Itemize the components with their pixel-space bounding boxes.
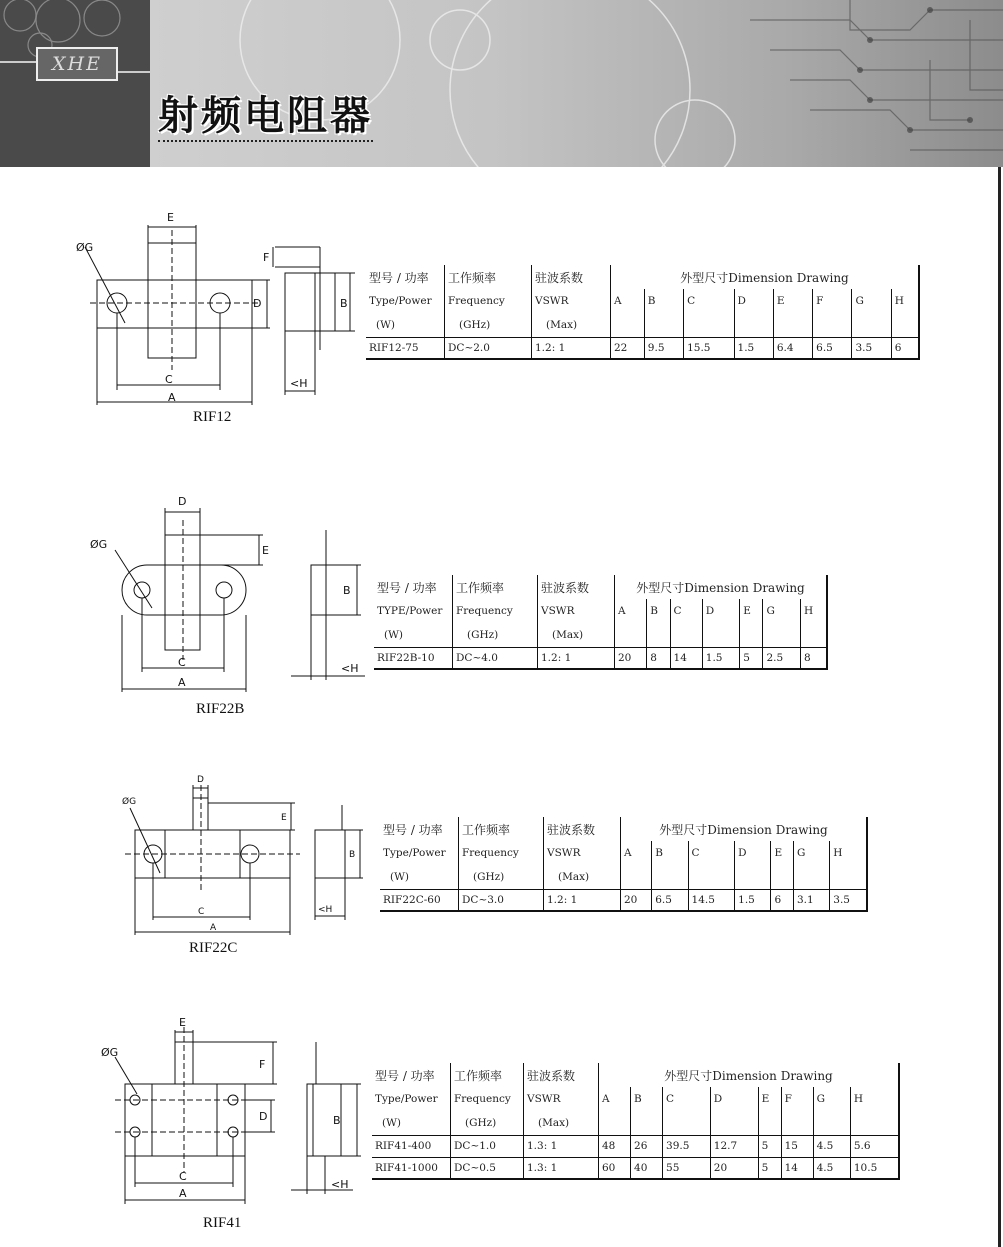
label-a: A xyxy=(168,391,176,404)
cell: 26 xyxy=(631,1135,663,1157)
table-row xyxy=(374,647,827,669)
dim-head: B xyxy=(647,599,670,623)
cell: 12.7 xyxy=(710,1135,758,1157)
unit-w: (W) xyxy=(384,628,403,641)
label-g: ØG xyxy=(101,1046,119,1059)
cell: 1.2: 1 xyxy=(538,647,615,669)
col-vswr-en: VSWR xyxy=(544,841,621,865)
rif22c-table xyxy=(380,817,868,912)
dim-head: B xyxy=(644,289,683,313)
col-type-power: Type/Power xyxy=(375,1093,438,1105)
unit-w: (W) xyxy=(382,1116,401,1129)
label-h: <H xyxy=(331,1178,349,1191)
rif41-drawing xyxy=(95,1012,365,1212)
cell: DC~2.0 xyxy=(445,337,532,359)
cell: 20 xyxy=(615,647,647,669)
cell: RIF22B-10 xyxy=(374,647,453,669)
unit-ghz: (GHz) xyxy=(451,1111,524,1135)
cell: 1.3: 1 xyxy=(524,1135,599,1157)
table-row xyxy=(372,1135,899,1157)
col-model: 型号 / 功率 xyxy=(375,1068,435,1083)
label-e: E xyxy=(262,544,269,557)
dim-head: G xyxy=(852,289,891,313)
brand-logo: XHE xyxy=(36,47,118,81)
unit-ghz: (GHz) xyxy=(453,623,538,647)
dim-head: H xyxy=(891,289,919,313)
cell: 40 xyxy=(631,1157,663,1179)
dim-head: B xyxy=(631,1087,663,1111)
col-freq: 工作频率 xyxy=(451,1063,524,1087)
cell: 6.5 xyxy=(813,337,852,359)
cell: 20 xyxy=(710,1157,758,1179)
cell: 5 xyxy=(758,1135,781,1157)
dim-head: A xyxy=(621,841,652,865)
label-c: C xyxy=(165,373,173,386)
rif12-table xyxy=(366,265,920,360)
dim-head: C xyxy=(670,599,702,623)
dim-head: D xyxy=(735,841,771,865)
dim-head: D xyxy=(710,1087,758,1111)
header-bubbles xyxy=(0,0,150,167)
cell: 15.5 xyxy=(684,337,734,359)
cell: 3.5 xyxy=(852,337,891,359)
cell: 5 xyxy=(740,647,763,669)
table-row xyxy=(372,1157,899,1179)
col-frequency: Frequency xyxy=(453,599,538,623)
cell: 8 xyxy=(800,647,827,669)
cell: 4.5 xyxy=(813,1157,850,1179)
cell: 1.5 xyxy=(735,889,771,911)
col-vswr-en: VSWR xyxy=(538,599,615,623)
unit-max: (Max) xyxy=(544,865,621,889)
label-h: <H xyxy=(290,377,308,390)
cell: 55 xyxy=(663,1157,711,1179)
cell: 22 xyxy=(611,337,645,359)
unit-max: (Max) xyxy=(524,1111,599,1135)
unit-w: (W) xyxy=(390,870,409,883)
cell: 1.2: 1 xyxy=(544,889,621,911)
label-e: E xyxy=(179,1016,186,1029)
cell: DC~4.0 xyxy=(453,647,538,669)
col-model: 型号 / 功率 xyxy=(377,580,437,595)
label-b: B xyxy=(333,1114,341,1127)
dim-head: A xyxy=(599,1087,631,1111)
dim-head: C xyxy=(684,289,734,313)
dim-head: D xyxy=(734,289,773,313)
col-freq: 工作频率 xyxy=(445,265,532,289)
cell: 48 xyxy=(599,1135,631,1157)
cell: 6 xyxy=(891,337,919,359)
cell: RIF41-1000 xyxy=(372,1157,451,1179)
dim-head: C xyxy=(688,841,735,865)
col-vswr-en: VSWR xyxy=(524,1087,599,1111)
cell: 8 xyxy=(647,647,670,669)
cell: 14.5 xyxy=(688,889,735,911)
rif22b-caption: RIF22B xyxy=(196,701,245,717)
cell: 14 xyxy=(781,1157,813,1179)
cell: 15 xyxy=(781,1135,813,1157)
dim-head: E xyxy=(740,599,763,623)
label-a: A xyxy=(179,1187,187,1200)
rif12-drawing xyxy=(70,205,370,410)
dim-head: E xyxy=(771,841,793,865)
col-dims: 外型尺寸Dimension Drawing xyxy=(615,575,828,599)
label-c: C xyxy=(198,907,205,917)
cell: 60 xyxy=(599,1157,631,1179)
col-frequency: Frequency xyxy=(451,1087,524,1111)
unit-max: (Max) xyxy=(538,623,615,647)
dim-head: H xyxy=(800,599,827,623)
cell: DC~3.0 xyxy=(459,889,544,911)
cell: DC~0.5 xyxy=(451,1157,524,1179)
cell: 1.3: 1 xyxy=(524,1157,599,1179)
cell: 14 xyxy=(670,647,702,669)
dim-head: E xyxy=(773,289,812,313)
rif41-caption: RIF41 xyxy=(203,1215,242,1231)
dim-head: H xyxy=(830,841,867,865)
right-border xyxy=(998,167,1001,1247)
dim-head: A xyxy=(615,599,647,623)
col-vswr-en: VSWR xyxy=(532,289,611,313)
label-d: D xyxy=(253,297,262,310)
label-e: E xyxy=(281,813,287,823)
dim-head: C xyxy=(663,1087,711,1111)
rif22c-drawing xyxy=(115,770,365,940)
dim-head: H xyxy=(850,1087,899,1111)
label-a: A xyxy=(178,676,186,689)
label-f: F xyxy=(259,1058,266,1071)
cell: 6.4 xyxy=(773,337,812,359)
col-type-power: TYPE/Power xyxy=(377,605,443,617)
rif12-caption: RIF12 xyxy=(193,409,232,425)
cell: 6 xyxy=(771,889,793,911)
label-b: B xyxy=(349,850,356,860)
cell: 1.5 xyxy=(734,337,773,359)
dim-head: F xyxy=(813,289,852,313)
dim-head: G xyxy=(763,599,801,623)
cell: DC~1.0 xyxy=(451,1135,524,1157)
cell: 3.5 xyxy=(830,889,867,911)
col-frequency: Frequency xyxy=(445,289,532,313)
cell: 9.5 xyxy=(644,337,683,359)
dim-head: G xyxy=(793,841,829,865)
rif41-table xyxy=(372,1063,900,1180)
col-model: 型号 / 功率 xyxy=(369,270,429,285)
dim-head: D xyxy=(702,599,740,623)
col-dims: 外型尺寸Dimension Drawing xyxy=(611,265,920,289)
dim-head: F xyxy=(781,1087,813,1111)
cell: 1.2: 1 xyxy=(532,337,611,359)
dim-head: A xyxy=(611,289,645,313)
col-vswr: 驻波系数 xyxy=(544,817,621,841)
cell: RIF41-400 xyxy=(372,1135,451,1157)
cell: 2.5 xyxy=(763,647,801,669)
label-d: D xyxy=(197,775,204,785)
col-type-power: Type/Power xyxy=(369,295,432,307)
unit-ghz: (GHz) xyxy=(445,313,532,337)
col-vswr: 驻波系数 xyxy=(524,1063,599,1087)
label-h: <H xyxy=(341,662,359,675)
label-b: B xyxy=(340,297,348,310)
cell: RIF22C-60 xyxy=(380,889,459,911)
label-f: F xyxy=(263,251,270,264)
cell: 39.5 xyxy=(663,1135,711,1157)
dim-head: E xyxy=(758,1087,781,1111)
dim-head: B xyxy=(652,841,688,865)
rif22c-caption: RIF22C xyxy=(189,940,238,956)
label-e: E xyxy=(167,211,174,224)
cell: 3.1 xyxy=(793,889,829,911)
col-dims: 外型尺寸Dimension Drawing xyxy=(621,817,868,841)
cell: 5 xyxy=(758,1157,781,1179)
label-g: ØG xyxy=(90,538,108,551)
label-g: ØG xyxy=(122,797,137,807)
label-d: D xyxy=(178,495,187,508)
label-c: C xyxy=(179,1170,187,1183)
cell: 5.6 xyxy=(850,1135,899,1157)
cell: 1.5 xyxy=(702,647,740,669)
rif22b-table xyxy=(374,575,828,670)
label-h: <H xyxy=(318,905,333,915)
col-model: 型号 / 功率 xyxy=(383,822,443,837)
col-freq: 工作频率 xyxy=(459,817,544,841)
page-title: 射频电阻器 xyxy=(158,93,373,139)
unit-ghz: (GHz) xyxy=(459,865,544,889)
col-type-power: Type/Power xyxy=(383,847,446,859)
col-dims: 外型尺寸Dimension Drawing xyxy=(599,1063,900,1087)
col-frequency: Frequency xyxy=(459,841,544,865)
cell: 6.5 xyxy=(652,889,688,911)
unit-w: (W) xyxy=(376,318,395,331)
cell: 4.5 xyxy=(813,1135,850,1157)
cell: 10.5 xyxy=(850,1157,899,1179)
col-vswr: 驻波系数 xyxy=(538,575,615,599)
label-c: C xyxy=(178,656,186,669)
label-a: A xyxy=(210,923,217,933)
label-b: B xyxy=(343,584,351,597)
label-g: ØG xyxy=(76,241,94,254)
unit-max: (Max) xyxy=(532,313,611,337)
title-underline xyxy=(158,140,373,142)
table-row xyxy=(380,889,867,911)
page-header xyxy=(0,0,1003,167)
table-row xyxy=(366,337,919,359)
col-vswr: 驻波系数 xyxy=(532,265,611,289)
cell: 20 xyxy=(621,889,652,911)
cell: RIF12-75 xyxy=(366,337,445,359)
col-freq: 工作频率 xyxy=(453,575,538,599)
dim-head: G xyxy=(813,1087,850,1111)
rif22b-drawing xyxy=(85,490,365,700)
label-d: D xyxy=(259,1110,268,1123)
